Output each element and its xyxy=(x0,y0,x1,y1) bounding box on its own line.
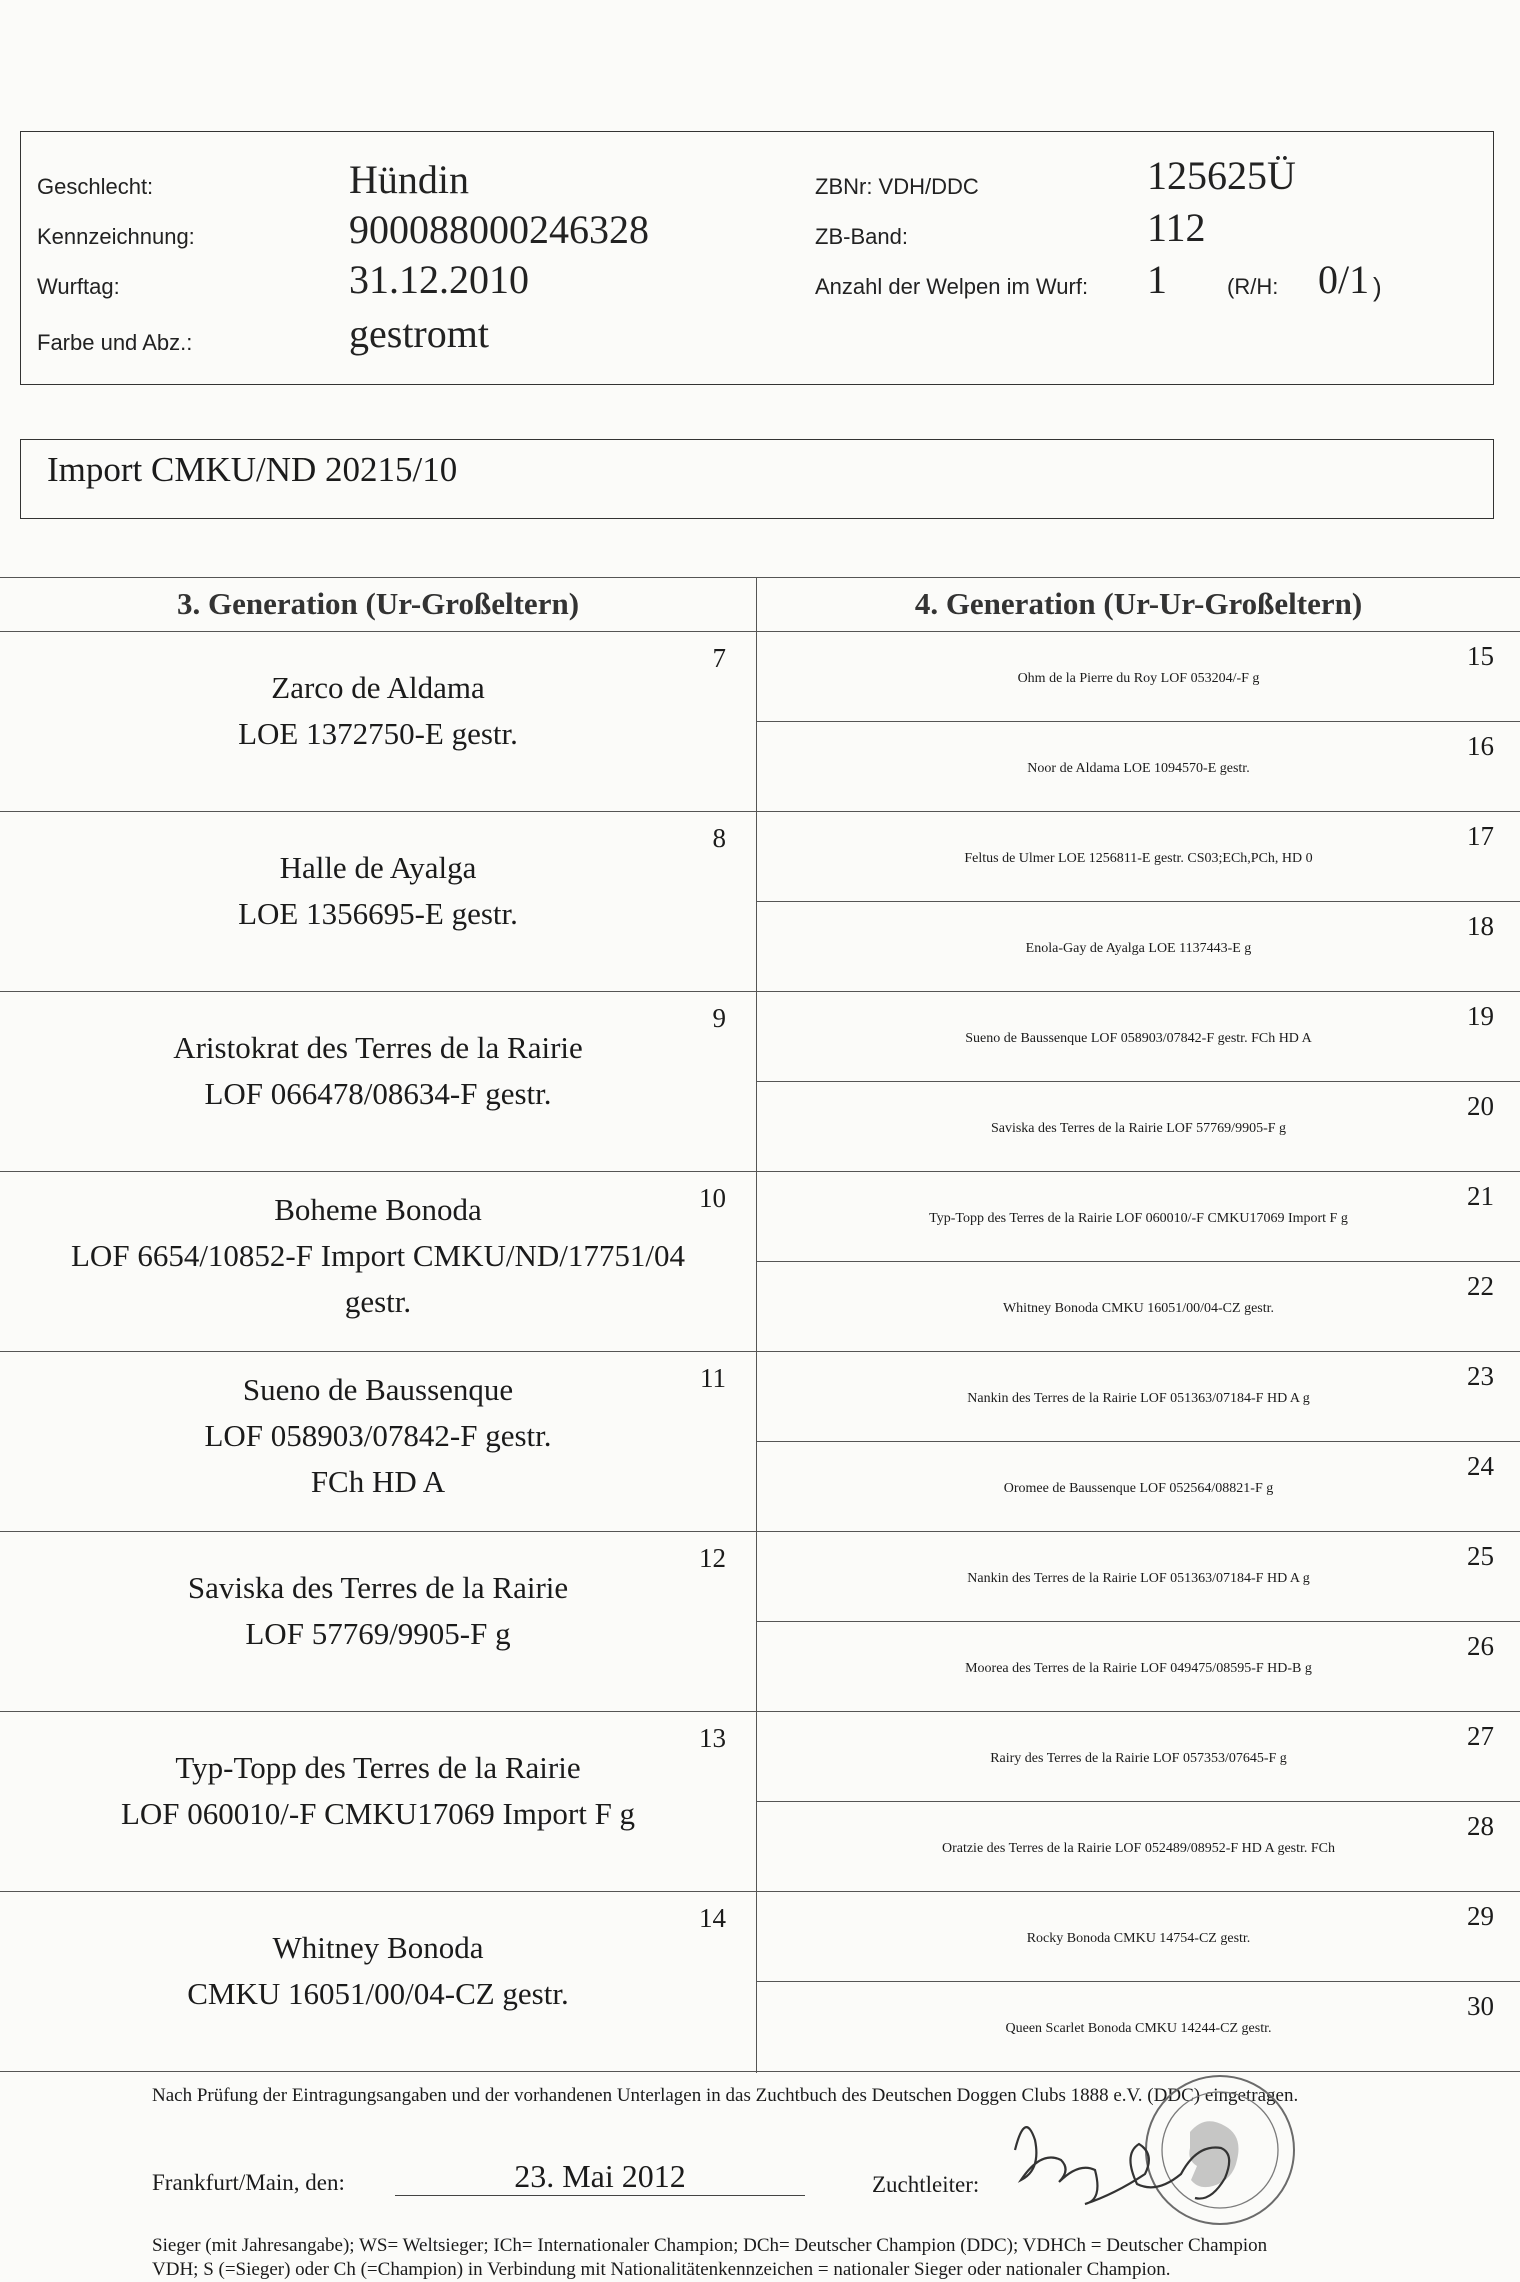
gen4-number: 24 xyxy=(1467,1451,1494,1481)
gen4-number: 23 xyxy=(1467,1361,1494,1391)
gen3-cell xyxy=(0,991,756,1171)
certification-text: Nach Prüfung der Eintragungsangaben und der vorhandenen Unterlagen in das Zuchtbuch des Deutschen Doggen Clubs 1888 e.V. (DDC) eingetragen. xyxy=(152,2085,1299,2106)
gen4-number: 26 xyxy=(1467,1631,1494,1661)
gen3-line: LOF 060010/-F CMKU17069 Import F g xyxy=(120,1796,636,1831)
gen3-number: 13 xyxy=(699,1723,726,1753)
gen3-entry xyxy=(20,1367,736,1505)
gen4-entry: Nankin des Terres de la Rairie LOF 051363/07184-F HD A g xyxy=(967,1391,1310,1406)
rh-value: 0/1 xyxy=(1318,257,1370,302)
gen3-line: FCh HD A xyxy=(310,1464,446,1499)
gen4-cell xyxy=(757,1441,1520,1531)
id-value: 900088000246328 xyxy=(349,207,649,252)
gen3-number: 10 xyxy=(699,1183,726,1213)
gen3-line: LOF 058903/07842-F gestr. xyxy=(204,1418,552,1453)
gen3-line: LOE 1356695-E gestr. xyxy=(238,896,518,931)
place-label: Frankfurt/Main, den: xyxy=(152,2170,345,2195)
gen3-line: Boheme Bonoda xyxy=(274,1192,482,1227)
gen3-entry xyxy=(20,1187,736,1325)
sex-value: Hündin xyxy=(349,157,469,202)
gen4-cell xyxy=(757,1621,1520,1711)
gen3-line: LOF 066478/08634-F gestr. xyxy=(204,1076,552,1111)
gen3-cell xyxy=(0,1351,756,1531)
gen4-number: 19 xyxy=(1467,1001,1494,1031)
gen4-cell xyxy=(757,721,1520,811)
gen3-cell xyxy=(0,631,756,811)
gen4-number: 30 xyxy=(1467,1991,1494,2021)
gen4-entry: Whitney Bonoda CMKU 16051/00/04-CZ gestr. xyxy=(1002,1301,1275,1316)
gen3-line: Whitney Bonoda xyxy=(272,1930,484,1965)
gen4-cell xyxy=(757,901,1520,991)
gen4-number: 29 xyxy=(1467,1901,1494,1931)
zbnr-label: ZBNr: VDH/DDC xyxy=(815,174,979,199)
gen4-entry: Oromee de Baussenque LOF 052564/08821-F g xyxy=(1003,1481,1274,1496)
gen3-entry xyxy=(20,845,736,937)
birth-value: 31.12.2010 xyxy=(349,257,529,302)
gen3-line: Zarco de Aldama xyxy=(271,670,485,705)
gen3-line: Halle de Ayalga xyxy=(279,850,477,885)
gen3-cell xyxy=(0,1711,756,1891)
legend-line-1: Sieger (mit Jahresangabe); WS= Weltsieger; ICh= Internationaler Champion; DCh= Deutscher Champion (DDC); VDHCh = Deutscher Champion xyxy=(152,2235,1268,2256)
gen3-entry xyxy=(20,1745,736,1837)
gen3-line: Saviska des Terres de la Rairie xyxy=(187,1570,569,1605)
gen4-entry: Sueno de Baussenque LOF 058903/07842-F gestr. FCh HD A xyxy=(965,1031,1312,1046)
gen3-number: 7 xyxy=(712,643,726,673)
gen4-entry: Queen Scarlet Bonoda CMKU 14244-CZ gestr. xyxy=(1005,2021,1272,2036)
gen4-number: 21 xyxy=(1467,1181,1494,1211)
gen3-line: gestr. xyxy=(344,1284,412,1319)
gen4-entry: Rocky Bonoda CMKU 14754-CZ gestr. xyxy=(1026,1931,1251,1946)
gen3-line: LOF 6654/10852-F Import CMKU/ND/17751/04 xyxy=(71,1238,685,1273)
gen3-line: Aristokrat des Terres de la Rairie xyxy=(173,1030,583,1065)
legend-line-2: VDH; S (=Sieger) oder Ch (=Champion) in Verbindung mit Nationalitätenkennzeichen = nationaler Sieger oder nationaler Champion. xyxy=(152,2259,1171,2280)
gen3-number: 12 xyxy=(699,1543,726,1573)
gen4-entry: Rairy des Terres de la Rairie LOF 057353/07645-F g xyxy=(990,1751,1287,1766)
gen3-cell xyxy=(0,811,756,991)
color-value: gestromt xyxy=(349,311,489,356)
gen4-number: 18 xyxy=(1467,911,1494,941)
gen3-line: Typ-Topp des Terres de la Rairie xyxy=(175,1750,581,1785)
gen4-entry: Enola-Gay de Ayalga LOE 1137443-E g xyxy=(1025,941,1252,956)
table-top-border xyxy=(0,577,1520,578)
gen3-cell xyxy=(0,1891,756,2071)
gen3-entry xyxy=(20,1025,736,1117)
band-value: 112 xyxy=(1147,205,1206,250)
dog-details-box xyxy=(20,131,1494,385)
gen4-entry: Saviska des Terres de la Rairie LOF 57769/9905-F g xyxy=(990,1121,1287,1136)
gen3-number: 9 xyxy=(712,1003,726,1033)
litter-label: Anzahl der Welpen im Wurf: xyxy=(815,274,1089,299)
gen4-cell xyxy=(757,1171,1520,1261)
gen4-entry: Moorea des Terres de la Rairie LOF 049475/08595-F HD-B g xyxy=(965,1661,1312,1676)
issue-date: 23. Mai 2012 xyxy=(395,2158,805,2196)
gen3-line: LOE 1372750-E gestr. xyxy=(238,716,518,751)
gen4-number: 27 xyxy=(1467,1721,1494,1751)
gen4-number: 22 xyxy=(1467,1271,1494,1301)
rh-close: ) xyxy=(1373,272,1382,302)
gen4-number: 25 xyxy=(1467,1541,1494,1571)
gen4-number: 15 xyxy=(1467,641,1494,671)
gen4-number: 28 xyxy=(1467,1811,1494,1841)
gen4-cell xyxy=(757,991,1520,1081)
gen4-number: 16 xyxy=(1467,731,1494,761)
breeding-director-label: Zuchtleiter: xyxy=(872,2172,980,2197)
id-label: Kennzeichnung: xyxy=(37,224,195,249)
birth-label: Wurftag: xyxy=(37,274,120,299)
club-stamp xyxy=(1146,2076,1294,2224)
litter-value: 1 xyxy=(1147,257,1167,302)
sex-label: Geschlecht: xyxy=(37,174,154,199)
gen4-cell xyxy=(757,1351,1520,1441)
gen3-number: 8 xyxy=(712,823,726,853)
gen4-cell xyxy=(757,1891,1520,1981)
zbnr-value: 125625Ü xyxy=(1147,153,1296,198)
gen4-entry: Feltus de Ulmer LOE 1256811-E gestr. CS03;ECh,PCh, HD 0 xyxy=(964,851,1313,866)
gen3-cell xyxy=(0,1531,756,1711)
gen4-cell xyxy=(757,1801,1520,1891)
gen4-cell xyxy=(757,1981,1520,2071)
gen4-cell xyxy=(757,811,1520,901)
import-note-box xyxy=(20,439,1494,519)
gen3-entry xyxy=(20,1565,736,1657)
rh-label: (R/H: xyxy=(1227,274,1279,299)
band-label: ZB-Band: xyxy=(815,224,908,249)
gen4-entry: Nankin des Terres de la Rairie LOF 051363/07184-F HD A g xyxy=(967,1571,1310,1586)
gen4-cell xyxy=(757,1261,1520,1351)
gen4-entry: Ohm de la Pierre du Roy LOF 053204/-F g xyxy=(1017,671,1260,686)
color-label: Farbe und Abz.: xyxy=(37,330,193,355)
gen4-cell xyxy=(757,631,1520,721)
gen3-number: 11 xyxy=(700,1363,726,1393)
legend xyxy=(152,2234,1520,2282)
gen3-header: 3. Generation (Ur-Großeltern) xyxy=(176,586,580,621)
gen4-number: 17 xyxy=(1467,821,1494,851)
gen3-entry xyxy=(20,665,736,757)
gen4-entry: Typ-Topp des Terres de la Rairie LOF 060010/-F CMKU17069 Import F g xyxy=(929,1211,1348,1226)
gen4-cell xyxy=(757,1081,1520,1171)
gen4-cell xyxy=(757,1711,1520,1801)
gen4-number: 20 xyxy=(1467,1091,1494,1121)
gen4-entry: Oratzie des Terres de la Rairie LOF 052489/08952-F HD A gestr. FCh xyxy=(941,1841,1336,1856)
gen4-header: 4. Generation (Ur-Ur-Großeltern) xyxy=(914,586,1363,621)
gen3-line: LOF 57769/9905-F g xyxy=(245,1616,511,1651)
gen4-entry: Noor de Aldama LOE 1094570-E gestr. xyxy=(1027,761,1250,776)
gen3-line: Sueno de Baussenque xyxy=(242,1372,514,1407)
signature-and-club-stamp xyxy=(985,2070,1405,2260)
gen3-cell xyxy=(0,1171,756,1351)
gen3-entry xyxy=(20,1925,736,2017)
gen3-number: 14 xyxy=(699,1903,726,1933)
import-note: Import CMKU/ND 20215/10 xyxy=(47,450,458,489)
pedigree-table xyxy=(0,577,1520,2073)
gen4-cell xyxy=(757,1531,1520,1621)
gen3-line: CMKU 16051/00/04-CZ gestr. xyxy=(187,1976,569,2011)
